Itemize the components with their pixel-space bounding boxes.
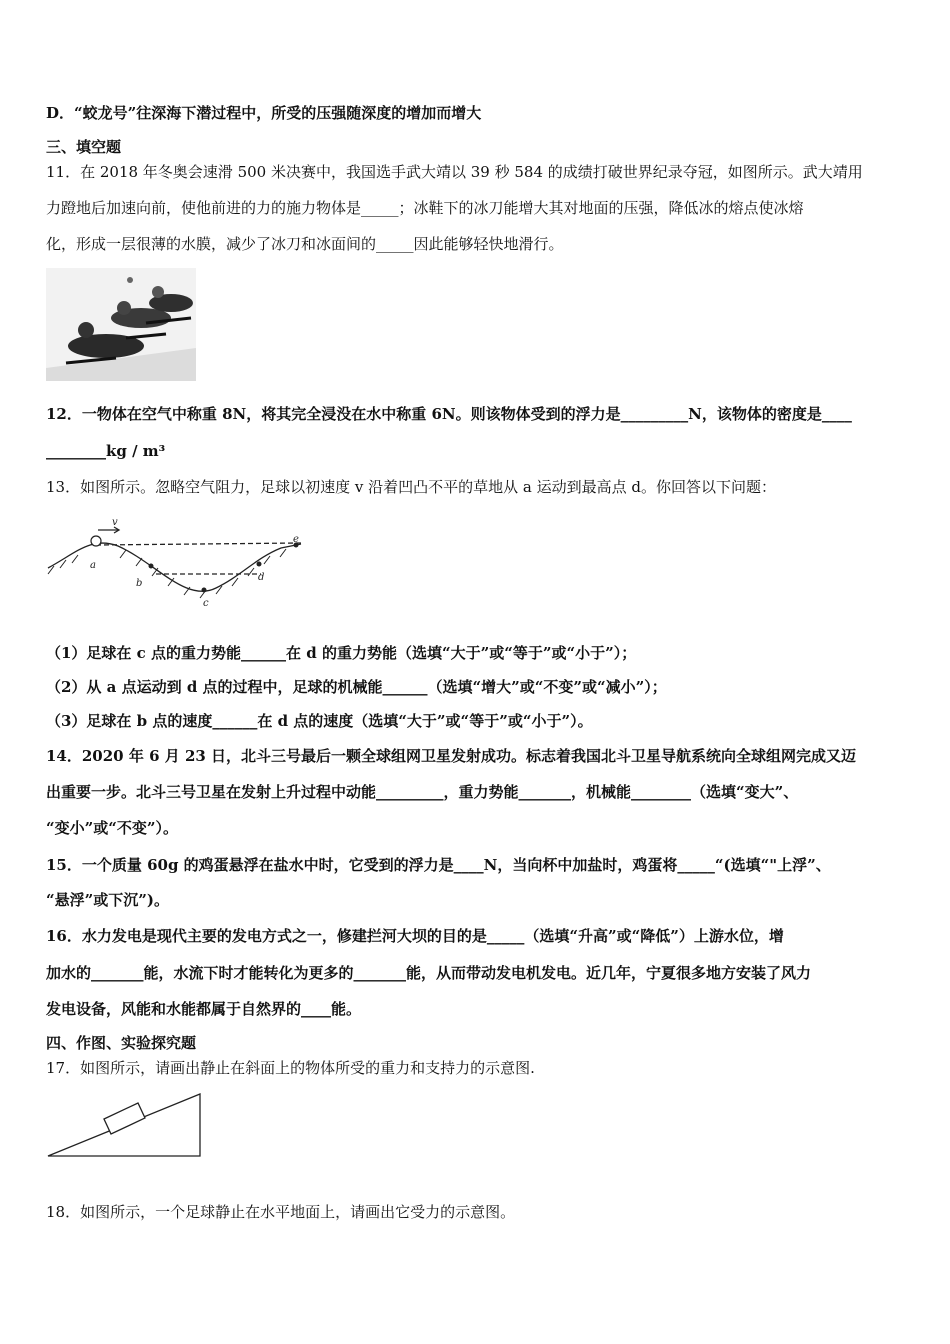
- q14-line-2: 出重要一步。北斗三号卫星在发射上升过程中动能_________，重力势能_______，机械能________（选填“变大”、: [46, 783, 799, 801]
- q13-intro: 13．如图所示。忽略空气阻力，足球以初速度 v 沿着凹凸不平的草地从 a 运动到最高点 d。你回答以下问题：: [46, 478, 776, 496]
- q13-part-3: （3）足球在 b 点的速度______在 d 点的速度（选填“大于”或“等于”或“小于”）。: [46, 712, 593, 730]
- label-v: v: [112, 517, 118, 528]
- q14-line-3: “变小”或“不变”）。: [46, 819, 179, 837]
- option-d: D．“蛟龙号”往深海下潜过程中，所受的压强随深度的增加而增大: [46, 104, 482, 122]
- label-c: c: [203, 598, 209, 609]
- q15-line-1: 15．一个质量 60g 的鸡蛋悬浮在盐水中时，它受到的浮力是____N，当向杯中加盐时，鸡蛋将_____“(选填“"上浮”、: [46, 856, 831, 874]
- q17-text: 17．如图所示，请画出静止在斜面上的物体所受的重力和支持力的示意图.: [46, 1059, 535, 1077]
- speed-skaters-photo: [46, 268, 196, 381]
- label-a: a: [90, 560, 96, 571]
- q11-line-1: 11．在 2018 年冬奥会速滑 500 米决赛中，我国选手武大靖以 39 秒 584 的成绩打破世界纪录夺冠，如图所示。武大靖用: [46, 163, 863, 181]
- q16-line-3: 发电设备，风能和水能都属于自然界的____能。: [46, 1000, 362, 1018]
- label-d: d: [258, 572, 265, 583]
- q11-line-3: 化，形成一层很薄的水膜，减少了冰刀和冰面间的_____因此能够轻快地滑行。: [46, 235, 564, 253]
- incline-block-figure: [46, 1090, 202, 1160]
- q15-line-2: “悬浮”或下沉”)。: [46, 891, 169, 909]
- label-e: e: [293, 534, 299, 545]
- q12-line-1: 12．一物体在空气中称重 8N，将其完全浸没在水中称重 6N。则该物体受到的浮力是_________N，该物体的密度是____: [46, 405, 852, 423]
- q12-line-2: ________kg / m³: [46, 442, 166, 460]
- q13-part-2: （2）从 a 点运动到 d 点的过程中，足球的机械能______（选填“增大”或“不变”或“减小”）；: [46, 678, 667, 696]
- q16-line-2: 加水的_______能，水流下时才能转化为更多的_______能，从而带动发电机发电。近几年，宁夏很多地方安装了风力: [46, 964, 812, 982]
- q14-line-1: 14．2020 年 6 月 23 日，北斗三号最后一颗全球组网卫星发射成功。标志着我国北斗卫星导航系统向全球组网完成又迈: [46, 747, 857, 765]
- q18-text: 18．如图所示，一个足球静止在水平地面上，请画出它受力的示意图。: [46, 1203, 516, 1221]
- label-b: b: [136, 578, 143, 589]
- q13-part-1: （1）足球在 c 点的重力势能______在 d 的重力势能（选填“大于”或“等于”或“小于”）；: [46, 644, 637, 662]
- q16-line-1: 16．水力发电是现代主要的发电方式之一，修建拦河大坝的目的是_____（选填“升高”或“降低”）上游水位，增: [46, 927, 784, 945]
- section-drawing: 四、作图、实验探究题: [46, 1034, 197, 1052]
- q11-line-2: 力蹬地后加速向前，使他前进的力的施力物体是_____；冰鞋下的冰刀能增大其对地面的压强，降低冰的熔点使冰熔: [46, 199, 804, 217]
- section-fill-in: 三、填空题: [46, 138, 122, 156]
- football-trajectory-figure: [46, 508, 304, 610]
